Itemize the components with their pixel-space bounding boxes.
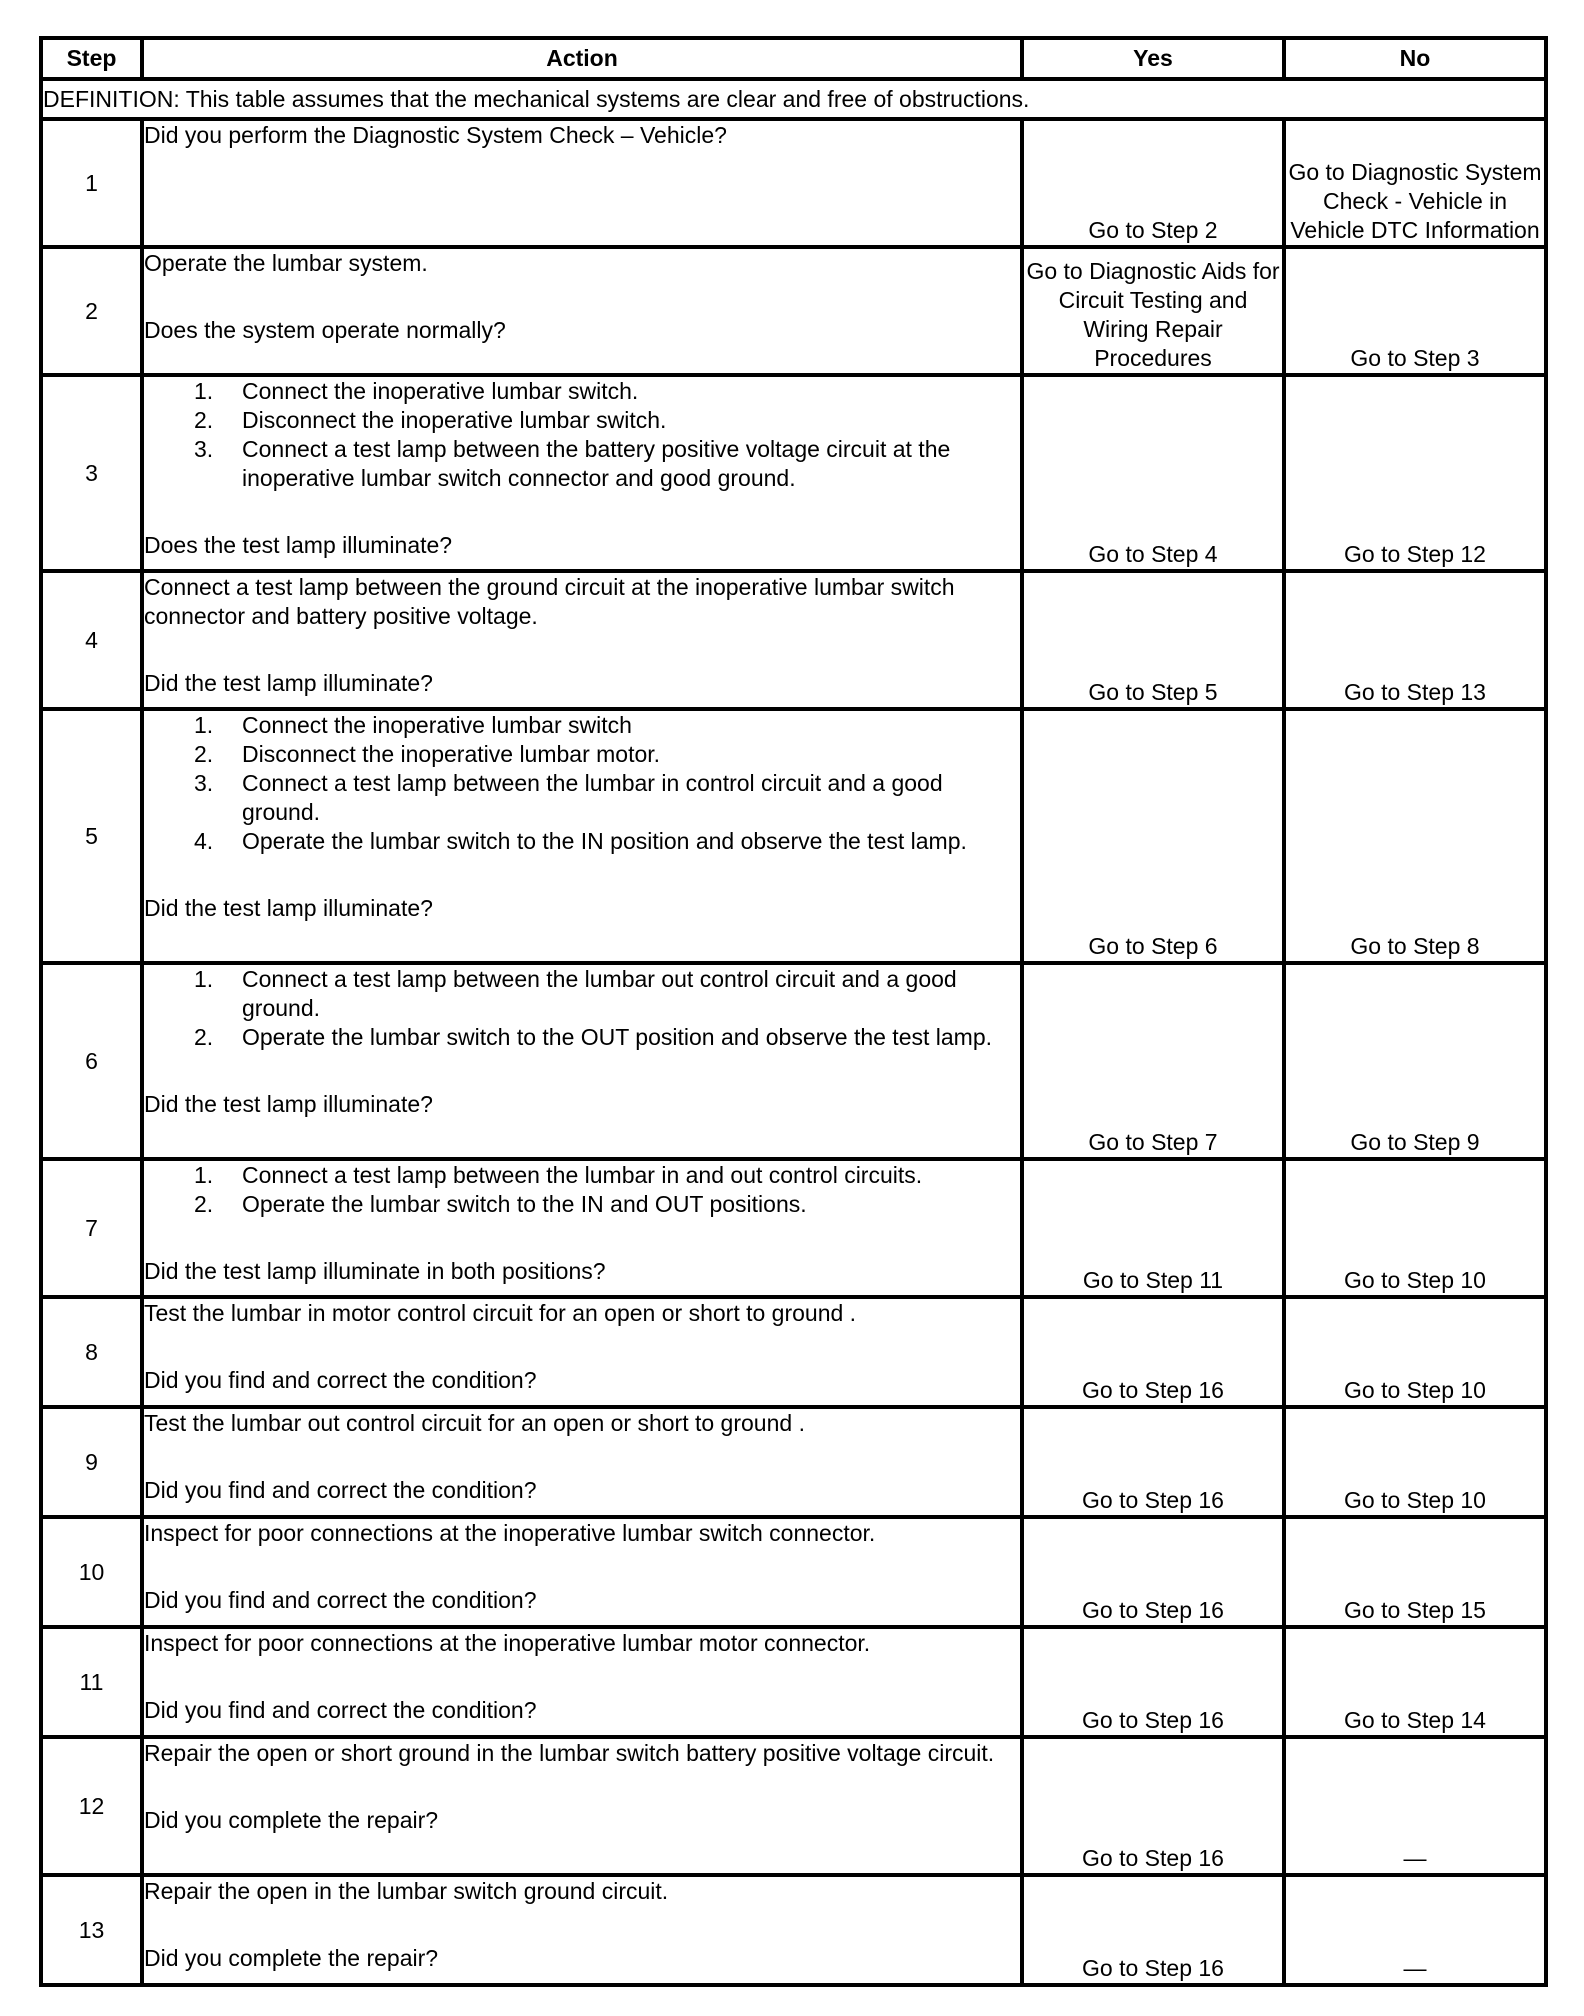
step-number: 12 [41,1737,142,1875]
table-row [41,1737,1546,1875]
action-cell [142,1737,1022,1875]
table-row [41,709,1546,963]
list-item: 1. Connect the inoperative lumbar switch. [194,378,639,404]
header-yes: Yes [1022,38,1284,79]
action-question: Did you perform the Diagnostic System Check – Vehicle? [144,122,727,148]
table-row [41,1517,1546,1627]
list-item: 2. Disconnect the inoperative lumbar switch. [194,407,667,433]
no-cell: Go to Step 15 [1284,1517,1546,1627]
list-item: 1. Connect the inoperative lumbar switch [194,712,632,738]
action-question: Does the system operate normally? [144,317,506,343]
yes-cell: Go to Step 7 [1022,963,1284,1159]
table-row [41,571,1546,709]
step-number: 4 [41,571,142,709]
step-number: 1 [41,119,142,247]
yes-cell: Go to Step 16 [1022,1407,1284,1517]
yes-cell: Go to Step 16 [1022,1297,1284,1407]
table-row [41,375,1546,571]
table-row [41,1159,1546,1297]
action-text: Connect a test lamp between the ground circuit at the inoperative lumbar switch connector and battery positive voltage. [144,574,955,629]
no-cell: Go to Step 3 [1284,247,1546,375]
header-row [41,38,1546,79]
action-cell [142,963,1022,1159]
step-number: 7 [41,1159,142,1297]
yes-cell: Go to Step 4 [1022,375,1284,571]
diagnostic-table [39,36,1548,1987]
action-cell [142,1407,1022,1517]
no-cell: Go to Step 12 [1284,375,1546,571]
table-row [41,119,1546,247]
step-number: 2 [41,247,142,375]
table-row [41,963,1546,1159]
yes-cell: Go to Step 2 [1022,119,1284,247]
action-question: Did the test lamp illuminate? [144,1091,433,1117]
yes-cell: Go to Step 16 [1022,1517,1284,1627]
yes-cell: Go to Step 6 [1022,709,1284,963]
action-list [144,1161,1020,1219]
diagnostic-table-page [39,36,1544,1987]
action-question: Did the test lamp illuminate? [144,670,433,696]
yes-cell: Go to Step 16 [1022,1875,1284,1985]
action-text: Test the lumbar in motor control circuit for an open or short to ground . [144,1300,857,1326]
table-row [41,1407,1546,1517]
action-question: Did you complete the repair? [144,1807,439,1833]
no-cell: Go to Step 13 [1284,571,1546,709]
no-cell: Go to Step 10 [1284,1407,1546,1517]
action-cell [142,709,1022,963]
no-cell: Go to Step 8 [1284,709,1546,963]
action-question: Does the test lamp illuminate? [144,532,453,558]
list-item: 2. Operate the lumbar switch to the OUT position and observe the test lamp. [194,1024,993,1050]
action-cell [142,571,1022,709]
table-row [41,1627,1546,1737]
step-number: 13 [41,1875,142,1985]
header-no: No [1284,38,1546,79]
action-question: Did you find and correct the condition? [144,1367,537,1393]
list-item: 1. Connect a test lamp between the lumbar out control circuit and a good ground. [194,966,957,1021]
step-number: 11 [41,1627,142,1737]
action-text: Operate the lumbar system. [144,250,428,276]
yes-cell: Go to Step 11 [1022,1159,1284,1297]
action-question: Did you find and correct the condition? [144,1477,537,1503]
header-action: Action [142,38,1022,79]
action-cell [142,119,1022,247]
definition-text: DEFINITION: This table assumes that the mechanical systems are clear and free of obstructions. [41,79,1546,119]
step-number: 3 [41,375,142,571]
table-row [41,1297,1546,1407]
list-item: 2. Disconnect the inoperative lumbar motor. [194,741,661,767]
list-item: 3. Connect a test lamp between the battery positive voltage circuit at the inoperative lumbar switch connector and good ground. [194,436,951,491]
action-text: Repair the open in the lumbar switch ground circuit. [144,1878,669,1904]
action-question: Did the test lamp illuminate? [144,895,433,921]
yes-cell: Go to Step 16 [1022,1627,1284,1737]
step-number: 8 [41,1297,142,1407]
step-number: 5 [41,709,142,963]
action-cell [142,247,1022,375]
table-row [41,247,1546,375]
no-cell: Go to Step 10 [1284,1297,1546,1407]
no-cell: Go to Diagnostic System Check - Vehicle in Vehicle DTC Information [1284,119,1546,247]
definition-row [41,79,1546,119]
list-item: 2. Operate the lumbar switch to the IN and OUT positions. [194,1191,807,1217]
yes-cell: Go to Diagnostic Aids for Circuit Testing and Wiring Repair Procedures [1022,247,1284,375]
action-list [144,377,1020,493]
action-question: Did you complete the repair? [144,1945,439,1971]
action-cell [142,1875,1022,1985]
action-text: Inspect for poor connections at the inoperative lumbar motor connector. [144,1630,871,1656]
table-row [41,1875,1546,1985]
action-text: Inspect for poor connections at the inoperative lumbar switch connector. [144,1520,876,1546]
action-list [144,711,1020,856]
no-cell: Go to Step 10 [1284,1159,1546,1297]
step-number: 9 [41,1407,142,1517]
step-number: 6 [41,963,142,1159]
header-step: Step [41,38,142,79]
yes-cell: Go to Step 16 [1022,1737,1284,1875]
list-item: 4. Operate the lumbar switch to the IN position and observe the test lamp. [194,828,967,854]
action-text: Test the lumbar out control circuit for an open or short to ground . [144,1410,805,1436]
no-cell: Go to Step 14 [1284,1627,1546,1737]
action-list [144,965,1020,1052]
action-cell [142,1159,1022,1297]
action-question: Did you find and correct the condition? [144,1587,537,1613]
no-cell: — [1284,1737,1546,1875]
list-item: 3. Connect a test lamp between the lumbar in control circuit and a good ground. [194,770,943,825]
list-item: 1. Connect a test lamp between the lumbar in and out control circuits. [194,1162,923,1188]
action-cell [142,1297,1022,1407]
no-cell: — [1284,1875,1546,1985]
action-question: Did you find and correct the condition? [144,1697,537,1723]
no-cell: Go to Step 9 [1284,963,1546,1159]
action-question: Did the test lamp illuminate in both positions? [144,1258,606,1284]
action-cell [142,1517,1022,1627]
step-number: 10 [41,1517,142,1627]
action-text: Repair the open or short ground in the lumbar switch battery positive voltage circuit. [144,1740,995,1766]
action-cell [142,375,1022,571]
yes-cell: Go to Step 5 [1022,571,1284,709]
action-cell [142,1627,1022,1737]
